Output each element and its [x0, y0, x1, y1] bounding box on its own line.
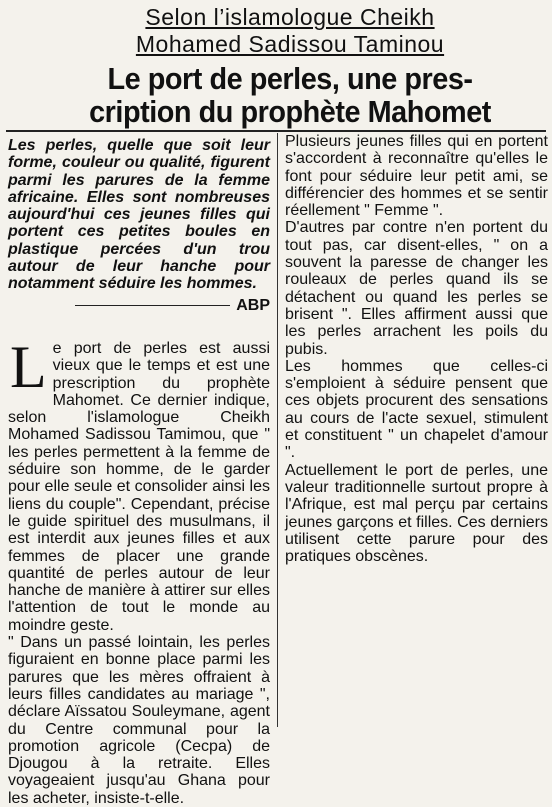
- column-divider: [277, 133, 278, 727]
- body-paragraph-3: Plusieurs jeunes filles qui en portent s'accordent à reconnaître qu'elles le font pour séduire leur petit ami, se différencier des hommes et se sentir réellement " Femme ".: [285, 133, 548, 220]
- header-rule: [6, 130, 546, 132]
- body-paragraph-2: " Dans un passé lointain, les perles figuraient en bonne place parmi les parures que les mères offraient à leurs filles candidates au mariage ", déclare Aïssatou Souleymane, agent du Centre communal pour la promotion agricole (Cecpa) de Djougou à la retraite. Elles voyageaient jusqu'au Ghana pour les acheter, insiste-t-elle.: [8, 634, 270, 807]
- kicker-line-1: Selon l’islamologue Cheikh: [145, 4, 435, 30]
- headline-line-2: cription du prophète Mahomet: [89, 94, 491, 129]
- article-body-left: [8, 333, 270, 807]
- byline-row: [8, 297, 270, 314]
- right-column: [285, 133, 548, 727]
- body-paragraph-1: [8, 333, 270, 634]
- body-paragraph-6: Actuellement le port de perles, une valeur traditionnelle surtout propre à l'Afrique, est mal perçu par certains jeunes garçons et filles. Ces derniers utilisent cette parure pour des pratiques obscènes.: [285, 461, 548, 566]
- byline-rule: [75, 305, 230, 307]
- body-paragraph-5: Les hommes que celles-ci s'emploient à séduire pensent que ces objets procurent des sensations au cours de l'acte sexuel, stimulent et constituent " un chapelet d'amour ".: [285, 357, 548, 462]
- left-column: [8, 133, 270, 807]
- body-paragraph-1-text: e port de perles est aussi vieux que le temps et est une prescription du prophète Mahomet. Ce dernier indique, selon l'islamologue Cheikh Mohamed Sadissou Tamimou, que " les perles permettent à la femme de séduire son homme, de le garder pour elle seule et consolider ainsi les liens du couple". Cependant, précise le guide spirituel des musulmans, il est interdit aux jeunes filles et aux femmes de placer une grande quantité de perles autour de leur hanche de manière à attirer sur elles l'attention de tout le monde au moindre geste.: [8, 339, 270, 634]
- body-paragraph-4: D'autres par contre n'en portent du tout pas, car disent-elles, " on a souvent la paresse de changer les rouleaux de perles quand ils se détachent ou quand les perles se brisent ". Elles affirment aussi que les perles arrachent les poils du pubis.: [285, 219, 548, 358]
- lead-paragraph: Les perles, quelle que soit leur forme, couleur ou qualité, figurent parmi les parures de la femme africaine. Elles sont nombreuses aujourd'hui ces jeunes filles qui portent ces petites boules en plastique percées d'un trou autour de leur hanche pour notamment séduire les hommes.: [8, 137, 270, 293]
- kicker-line-2: Mohamed Sadissou Taminou: [135, 31, 445, 57]
- drop-cap: L: [10, 333, 47, 400]
- headline-line-1: Le port de perles, une pres-: [107, 61, 473, 96]
- byline: ABP: [236, 296, 270, 314]
